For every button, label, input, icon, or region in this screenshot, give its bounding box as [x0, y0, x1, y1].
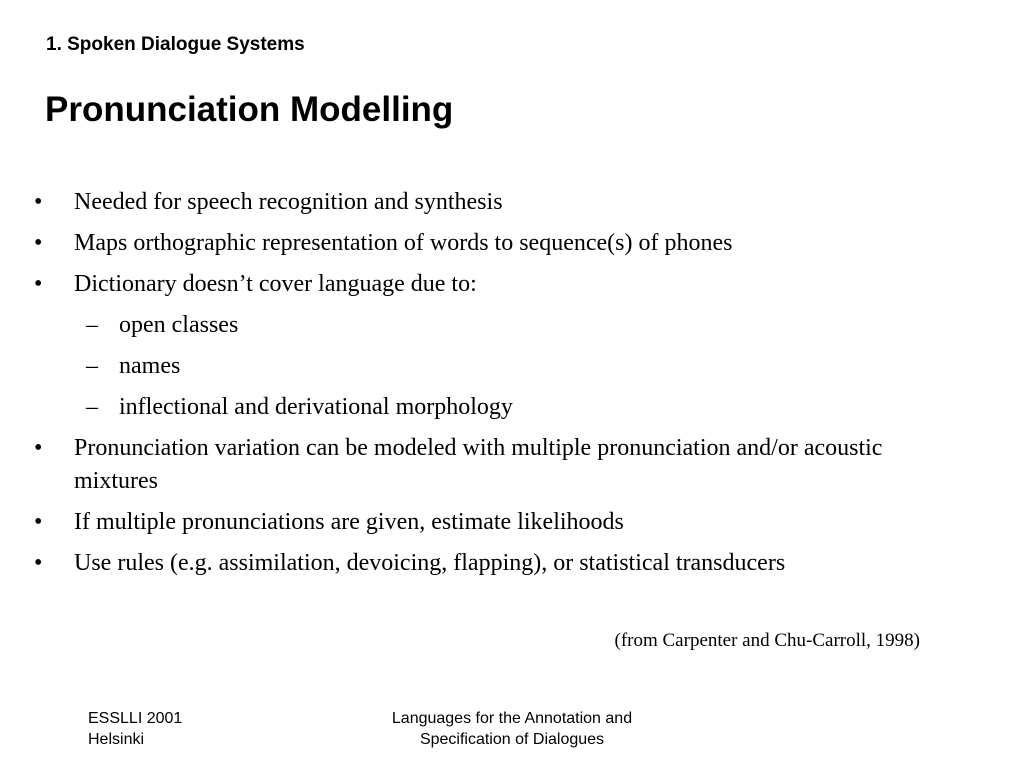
footer-conference: ESSLLI 2001	[88, 710, 183, 727]
bullet-marker: •	[34, 271, 43, 297]
bullet-text: Pronunciation variation can be modeled with multiple pronunciation and/or acoustic mixtures	[74, 435, 883, 494]
bullet-marker: •	[34, 550, 43, 576]
citation: (from Carpenter and Chu-Carroll, 1998)	[614, 630, 920, 651]
bullet-item	[30, 547, 970, 580]
sub-bullet-marker: –	[86, 353, 98, 379]
sub-bullet-marker: –	[86, 394, 98, 420]
footer-course-line1: Languages for the Annotation and	[391, 710, 633, 727]
sub-bullet-marker: –	[86, 312, 98, 338]
bullet-text: Maps orthographic representation of words to sequence(s) of phones	[74, 230, 733, 256]
footer-center	[342, 708, 682, 750]
footer-location: Helsinki	[88, 731, 145, 748]
bullet-item	[30, 268, 970, 301]
section-label: 1. Spoken Dialogue Systems	[46, 34, 305, 55]
bullet-item	[30, 227, 970, 260]
bullet-text: Needed for speech recognition and synthesis	[74, 189, 503, 215]
sub-bullet-text: inflectional and derivational morphology	[119, 394, 513, 420]
bullet-marker: •	[34, 189, 43, 215]
sub-bullet-item	[30, 391, 970, 424]
bullet-item	[30, 432, 970, 498]
bullet-text: Use rules (e.g. assimilation, devoicing, flapping), or statistical transducers	[74, 550, 786, 576]
slide-title: Pronunciation Modelling	[45, 90, 454, 129]
bullet-marker: •	[34, 230, 43, 256]
bullet-list	[30, 186, 970, 588]
bullet-item	[30, 506, 970, 539]
sub-bullet-text: open classes	[119, 312, 239, 338]
footer-left	[88, 708, 182, 750]
sub-bullet-item	[30, 350, 970, 383]
footer-course-line2: Specification of Dialogues	[419, 731, 605, 748]
bullet-marker: •	[34, 435, 43, 461]
bullet-marker: •	[34, 509, 43, 535]
sub-bullet-text: names	[119, 353, 181, 379]
sub-bullet-item	[30, 309, 970, 342]
bullet-text: Dictionary doesn’t cover language due to:	[74, 271, 477, 297]
bullet-text: If multiple pronunciations are given, estimate likelihoods	[74, 509, 624, 535]
bullet-item	[30, 186, 970, 219]
